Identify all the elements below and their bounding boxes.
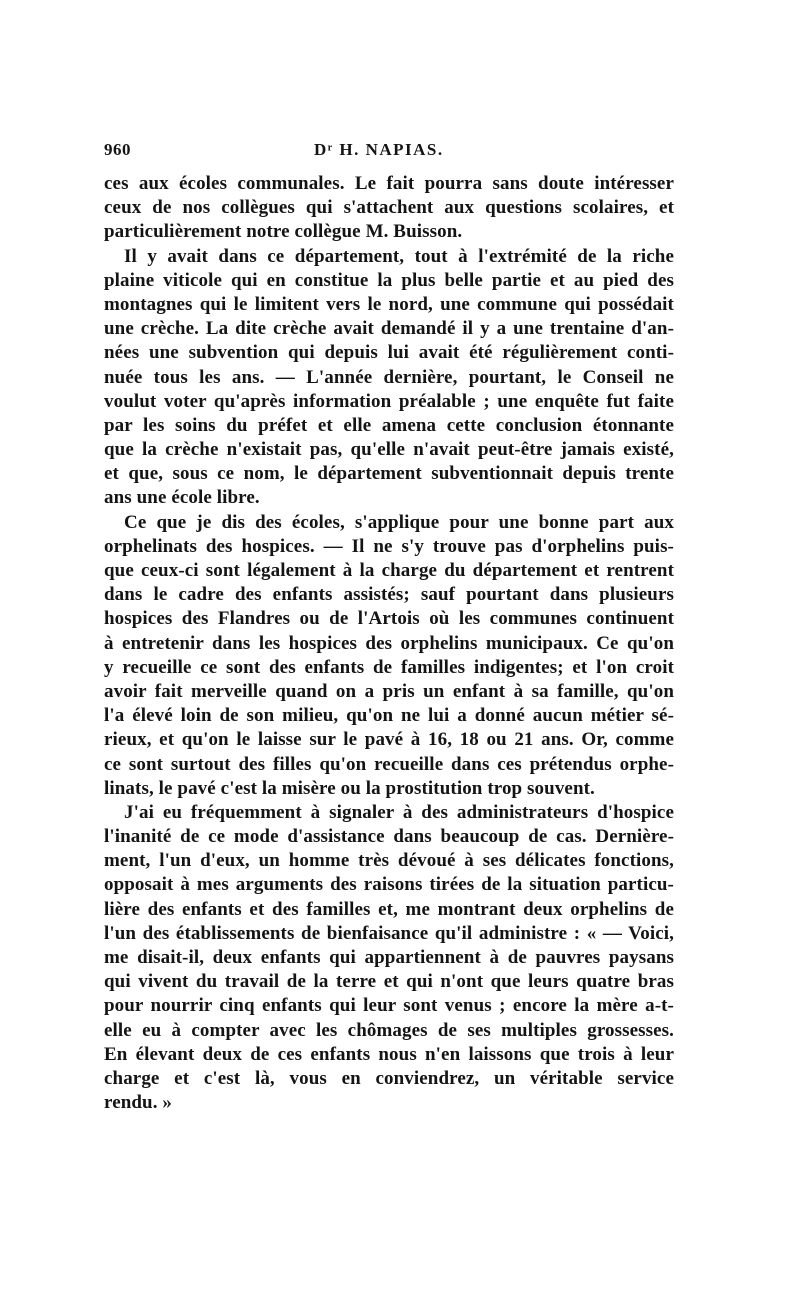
- text-line: l'a élevé loin de son milieu, qu'on ne lui a donné aucun métier sé-: [104, 705, 674, 727]
- text-line: ces aux écoles communales. Le fait pourra sans doute intéresser: [104, 173, 674, 194]
- text-line: lière des enfants et des familles et, me montrant deux orphelins de: [104, 898, 674, 920]
- text-line: pour nourrir cinq enfants qui leur sont venus ; encore la mère a-t-: [104, 995, 674, 1017]
- text-line: En élevant deux de ces enfants nous n'en laissons que trois à leur: [104, 1043, 674, 1065]
- text-line: me disait-il, deux enfants qui appartiennent à de pauvres paysans: [104, 947, 674, 968]
- text-line: Ce que je dis des écoles, s'applique pour une bonne part aux: [124, 511, 674, 533]
- text-line: nées une subvention qui depuis lui avait été régulièrement conti-: [104, 342, 674, 364]
- text-line: particulièrement notre collègue M. Buisson.: [104, 221, 463, 243]
- text-line: y recueille ce sont des enfants de familles indigentes; et l'on croit: [104, 656, 674, 678]
- text-line: rieux, et qu'on le laisse sur le pavé à 16, 18 ou 21 ans. Or, comme: [104, 729, 674, 751]
- text-line: orphelinats des hospices. — Il ne s'y trouve pas d'orphelins puis-: [104, 535, 674, 557]
- text-line: que la crèche n'existait pas, qu'elle n'avait peut-être jamais existé,: [104, 439, 674, 461]
- running-header: [104, 140, 670, 164]
- text-line: à entretenir dans les hospices des orphelins municipaux. Ce qu'on: [104, 632, 674, 654]
- text-line: opposait à mes arguments des raisons tirées de la situation particu-: [104, 874, 674, 896]
- text-line: voulut voter qu'après information préalable ; une enquête fut faite: [104, 390, 674, 412]
- text-line: l'inanité de ce mode d'assistance dans beaucoup de cas. Dernière-: [104, 826, 674, 848]
- text-line: que ceux-ci sont légalement à la charge du département et rentrent: [104, 560, 674, 581]
- text-line: avoir fait merveille quand on a pris un enfant à sa famille, qu'on: [104, 680, 674, 702]
- text-line: elle eu à compter avec les chômages de ses multiples grossesses.: [104, 1019, 674, 1041]
- text-line: linats, le pavé c'est la misère ou la prostitution trop souvent.: [104, 777, 595, 799]
- text-line: charge et c'est là, vous en conviendrez, un véritable service: [104, 1067, 674, 1089]
- body-text: [104, 172, 674, 1115]
- text-line: rendu. »: [104, 1092, 173, 1114]
- text-line: ce sont surtout des filles qu'on recueille dans ces prétendus orphe-: [104, 753, 674, 775]
- text-line: ans une école libre.: [104, 487, 260, 509]
- text-line: J'ai eu fréquemment à signaler à des administrateurs d'hospice: [124, 801, 674, 823]
- text-line: qui vivent du travail de la terre et qui n'ont que leurs quatre bras: [104, 971, 674, 993]
- text-line: par les soins du préfet et elle amena cette conclusion étonnante: [104, 414, 674, 436]
- text-line: hospices des Flandres ou de l'Artois où les communes continuent: [104, 608, 674, 630]
- text-line: ceux de nos collègues qui s'attachent aux questions scolaires, et: [104, 197, 674, 219]
- text-line: ment, l'un d'eux, un homme très dévoué à ses délicates fonctions,: [104, 850, 674, 872]
- text-line: montagnes qui le limitent vers le nord, une commune qui possédait: [104, 293, 674, 315]
- text-line: une crèche. La dite crèche avait demandé il y a une trentaine d'an-: [104, 318, 674, 340]
- text-line: nuée tous les ans. — L'année dernière, pourtant, le Conseil ne: [104, 366, 674, 388]
- page-number: 960: [104, 140, 131, 159]
- text-line: l'un des établissements de bienfaisance qu'il administre : « — Voici,: [104, 922, 674, 944]
- text-line: et que, sous ce nom, le département subventionnait depuis trente: [104, 463, 674, 485]
- text-line: dans le cadre des enfants assistés; sauf pourtant dans plusieurs: [104, 584, 674, 606]
- text-line: Il y avait dans ce département, tout à l'extrémité de la riche: [124, 245, 674, 267]
- running-title: Dʳ H. NAPIAS.: [314, 140, 444, 159]
- text-line: plaine viticole qui en constitue la plus belle partie et au pied des: [104, 269, 674, 291]
